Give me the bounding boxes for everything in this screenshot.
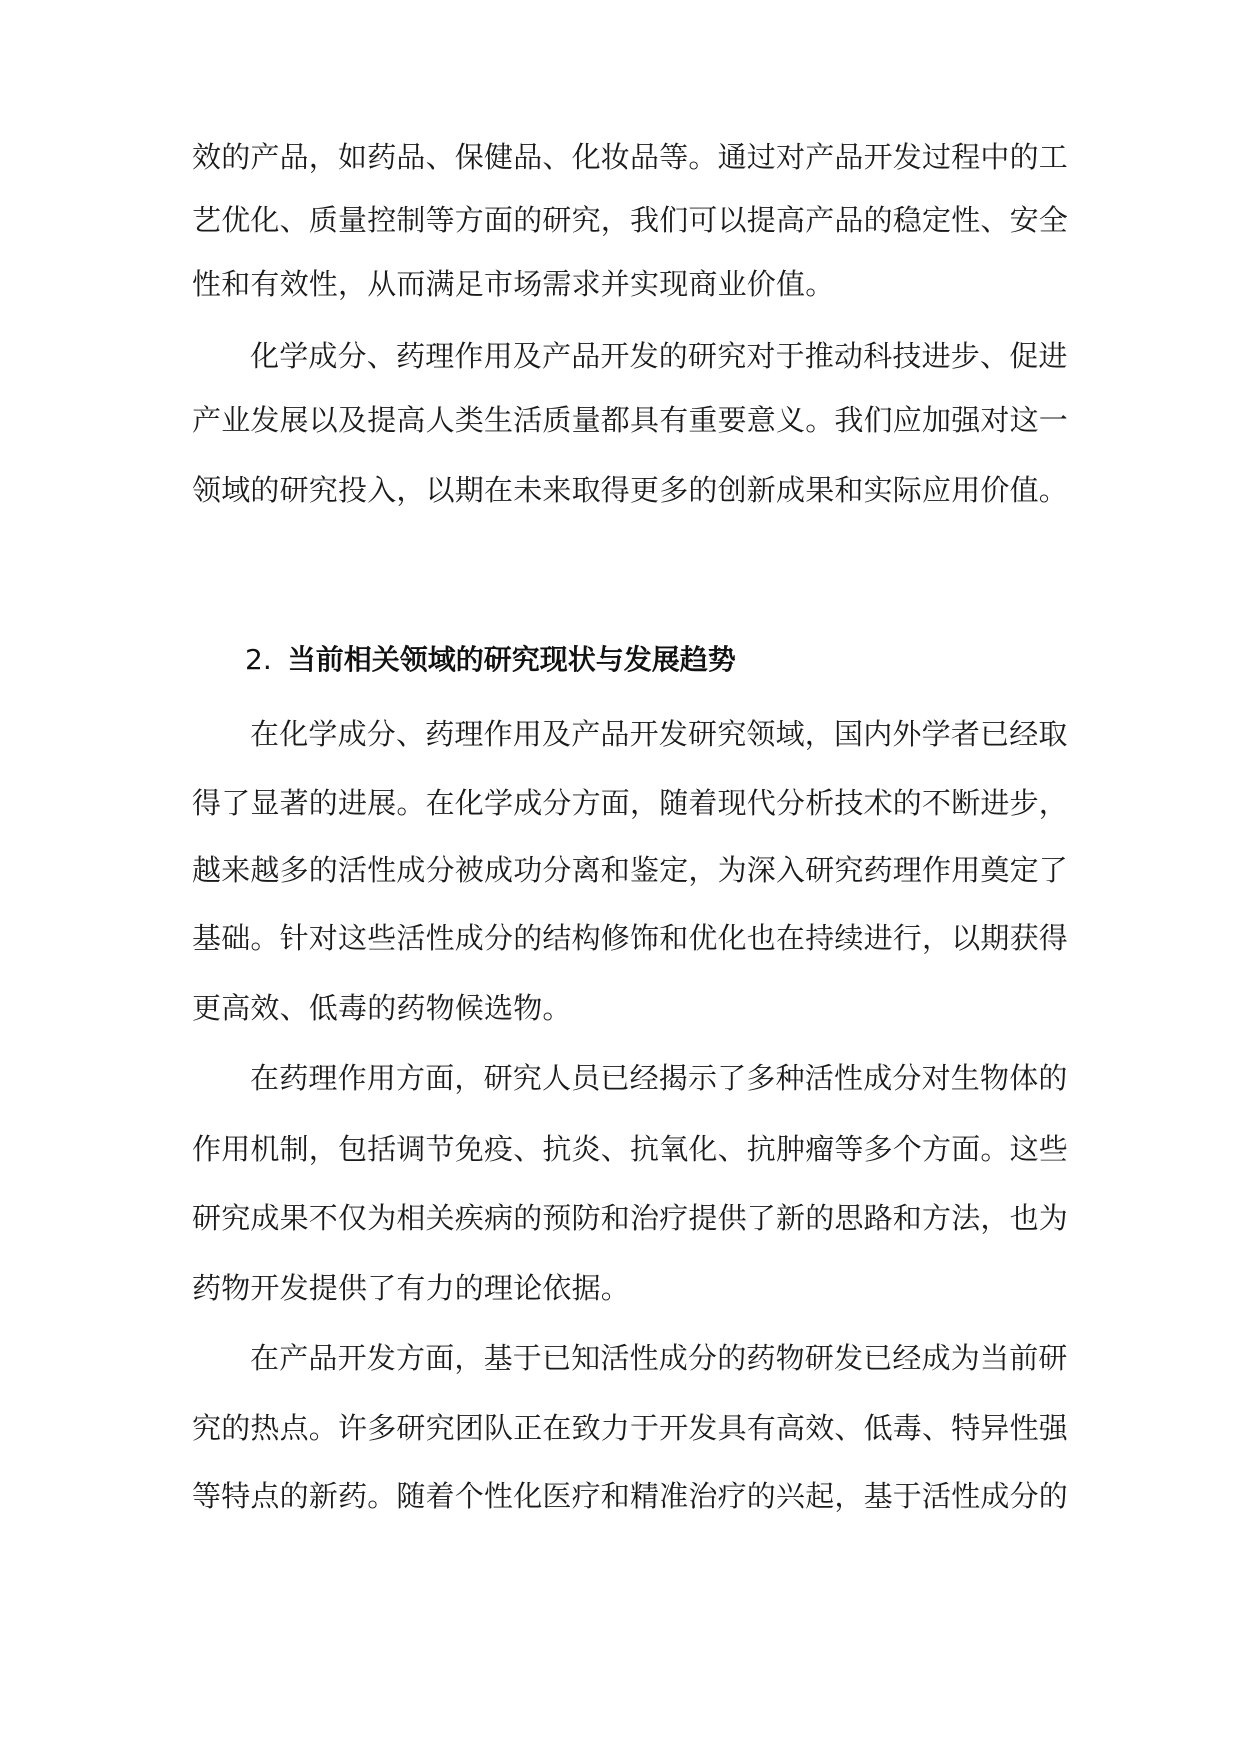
section-title: 当前相关领域的研究现状与发展趋势 bbox=[287, 643, 736, 676]
text-line: 等特点的新药。随着个性化医疗和精准治疗的兴起，基于活性成分的 bbox=[192, 1479, 1069, 1513]
text-line: 研究成果不仅为相关疾病的预防和治疗提供了新的思路和方法，也为 bbox=[192, 1201, 1069, 1235]
text-line: 化学成分、药理作用及产品开发的研究对于推动科技进步、促进 bbox=[250, 339, 1068, 373]
text-line: 更高效、低毒的药物候选物。 bbox=[192, 991, 572, 1025]
text-line: 在药理作用方面，研究人员已经揭示了多种活性成分对生物体的 bbox=[250, 1061, 1068, 1095]
text-line: 在化学成分、药理作用及产品开发研究领域，国内外学者已经取 bbox=[250, 717, 1068, 751]
text-line: 究的热点。许多研究团队正在致力于开发具有高效、低毒、特异性强 bbox=[192, 1411, 1069, 1445]
text-line: 产业发展以及提高人类生活质量都具有重要意义。我们应加强对这一 bbox=[192, 403, 1069, 437]
text-line: 在产品开发方面，基于已知活性成分的药物研发已经成为当前研 bbox=[250, 1341, 1068, 1375]
section-number: 2. bbox=[245, 643, 272, 676]
text-line: 越来越多的活性成分被成功分离和鉴定，为深入研究药理作用奠定了 bbox=[192, 853, 1069, 887]
text-line: 效的产品，如药品、保健品、化妆品等。通过对产品开发过程中的工 bbox=[192, 140, 1069, 174]
text-line: 艺优化、质量控制等方面的研究，我们可以提高产品的稳定性、安全 bbox=[192, 203, 1069, 237]
section-heading bbox=[245, 640, 736, 680]
text-line: 药物开发提供了有力的理论依据。 bbox=[192, 1271, 631, 1305]
text-line: 得了显著的进展。在化学成分方面，随着现代分析技术的不断进步， bbox=[192, 786, 1069, 820]
text-line: 领域的研究投入，以期在未来取得更多的创新成果和实际应用价值。 bbox=[192, 473, 1069, 507]
text-line: 性和有效性，从而满足市场需求并实现商业价值。 bbox=[192, 267, 835, 301]
text-line: 基础。针对这些活性成分的结构修饰和优化也在持续进行，以期获得 bbox=[192, 921, 1069, 955]
text-line: 作用机制，包括调节免疫、抗炎、抗氧化、抗肿瘤等多个方面。这些 bbox=[192, 1132, 1069, 1166]
